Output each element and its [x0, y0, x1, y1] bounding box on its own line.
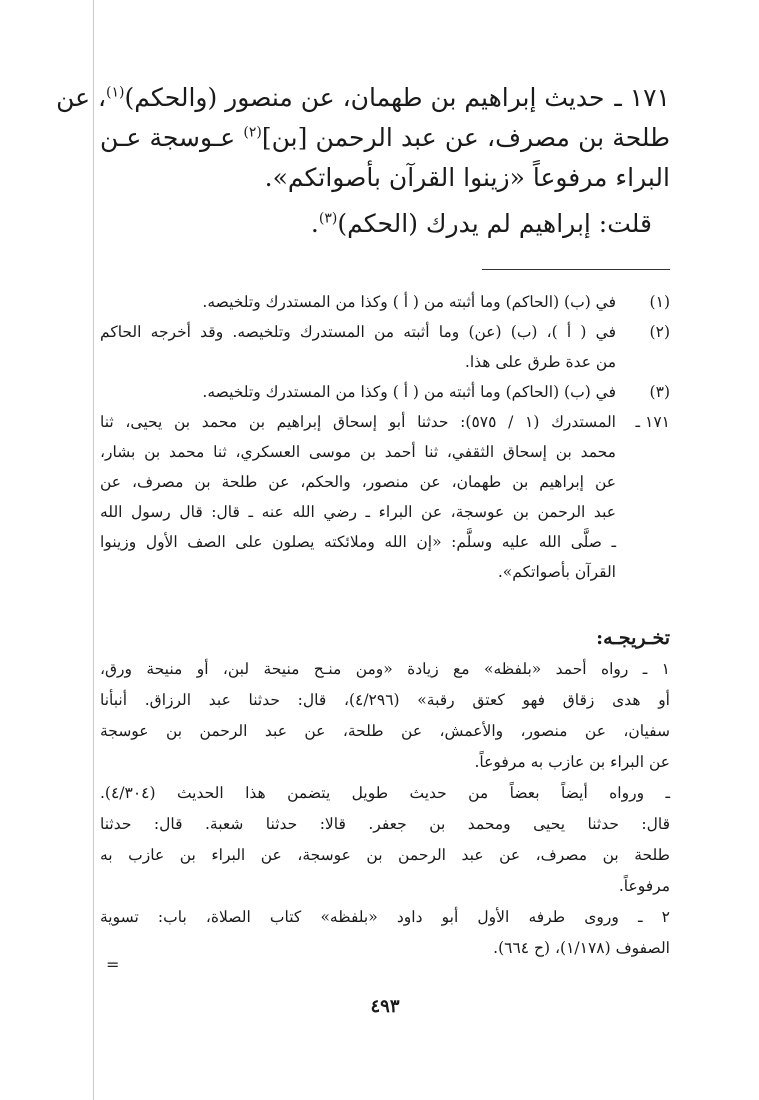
- hadith-line-2-text: طلحة بن مصرف، عن عبد الرحمن [بن]: [261, 123, 671, 152]
- footnote-item: [100, 317, 670, 377]
- hadith-line-3: البراء مرفوعاً «زينوا القرآن بأصواتكم».: [264, 163, 670, 192]
- footnote-text: في ( أ )، (ب) (عن) وما أثبته من المستدرك وتلخيصه. وقد أخرجه الحاكم: [100, 323, 616, 341]
- footnote-item: [100, 287, 670, 317]
- footnote-text: من عدة طرق على هذا.: [464, 353, 616, 371]
- takhrij-line: قال: حدثنا يحيى ومحمد بن جعفر. قالا: حدثنا شعبة. قال: حدثنا: [100, 815, 670, 833]
- footnote-separator: [482, 269, 670, 270]
- author-remark-tail: .: [310, 209, 319, 238]
- takhrij-line: عن البراء بن عازب به مرفوعاً.: [474, 753, 670, 771]
- book-page: [56, 0, 671, 1100]
- takhrij-line: أو هدى زقاق فهو كعتق رقبة» (٤/٢٩٦)، قال: حدثنا عبد الرزاق. أنبأنا: [100, 691, 670, 709]
- footnote-text: عن إبراهيم بن طهمان، عن منصور، والحكم، عن طلحة بن مصرف، عن: [100, 473, 616, 491]
- footnote-ref-2[interactable]: (٢): [243, 124, 262, 141]
- footnote-number: ١٧١ ـ: [635, 413, 670, 431]
- hadith-line-1-text: حديث إبراهيم بن طهمان، عن منصور (والحكم): [124, 83, 605, 112]
- footnote-item: [100, 407, 670, 587]
- author-remark-text: قلت: إبراهيم لم يدرك (الحكم): [337, 209, 652, 238]
- footnote-text: في (ب) (الحاكم) وما أثبته من ( أ ) وكذا من المستدرك وتلخيصه.: [202, 383, 616, 401]
- footnotes: [100, 287, 670, 587]
- takhrij-heading: تخـريجـه:: [596, 627, 670, 649]
- footnote-number: (٣): [649, 383, 670, 401]
- takhrij-line: ٢ ـ وروى طرفه الأول أبو داود «بلفظه» كتاب الصلاة، باب: تسوية: [100, 908, 670, 926]
- footnote-text: ـ صلَّى الله عليه وسلَّم: «إن الله وملائكته يصلون على الصف الأول وزينوا: [100, 533, 616, 551]
- takhrij-line: ـ ورواه أيضاً بعضاً من حديث طويل يتضمن هذا الحديث (٤/٣٠٤).: [100, 784, 670, 802]
- hadith-line-1: [56, 78, 670, 118]
- hadith-entry: [56, 78, 671, 244]
- takhrij-line: ١ ـ رواه أحمد «بلفظه» مع زيادة «ومن منـح منيحة لبن، أو منيحة ورق،: [100, 660, 670, 678]
- footnote-text: المستدرك (١ / ٥٧٥): حدثنا أبو إسحاق إبراهيم بن محمد بن يحيى، ثنا: [100, 413, 616, 431]
- takhrij-section: [100, 624, 670, 964]
- page-edge-line: [93, 0, 94, 1100]
- takhrij-line: سفيان، عن منصور، والأعمش، عن طلحة، عن عبد الرحمن بن عوسجة: [100, 722, 670, 740]
- footnote-ref-1[interactable]: (١): [106, 84, 125, 101]
- footnote-text: القرآن بأصواتكم».: [497, 563, 616, 581]
- author-remark: [100, 204, 670, 244]
- takhrij-line: الصفوف (١/١٧٨)، (ح ٦٦٤).: [493, 939, 670, 957]
- hadith-number: ١٧١ ـ: [614, 83, 670, 112]
- footnote-text: محمد بن إسحاق الثقفي، ثنا أحمد بن موسى العسكري، ثنا محمد بن بشار،: [100, 443, 616, 461]
- page-number: ٤٩٣: [370, 996, 400, 1017]
- footnote-text: في (ب) (الحاكم) وما أثبته من ( أ ) وكذا من المستدرك وتلخيصه.: [202, 293, 616, 311]
- footnote-number: (١): [649, 293, 670, 311]
- continuation-mark: =: [106, 955, 120, 974]
- hadith-line-2: [100, 118, 670, 158]
- takhrij-line: مرفوعاً.: [618, 877, 670, 895]
- hadith-line-1-tail: ، عن: [56, 83, 107, 112]
- footnote-text: عبد الرحمن بن عوسجة، عن البراء ـ رضي الله عنه ـ قال: قال رسول الله: [100, 503, 616, 521]
- footnote-number: (٢): [649, 323, 670, 341]
- footnote-ref-3[interactable]: (٣): [318, 210, 338, 227]
- takhrij-line: طلحة بن مصرف، عن عبد الرحمن بن عوسجة، عن البراء بن عازب به: [100, 846, 670, 864]
- footnote-item: [100, 377, 670, 407]
- hadith-line-2-tail: عـوسجة عـن: [100, 123, 244, 152]
